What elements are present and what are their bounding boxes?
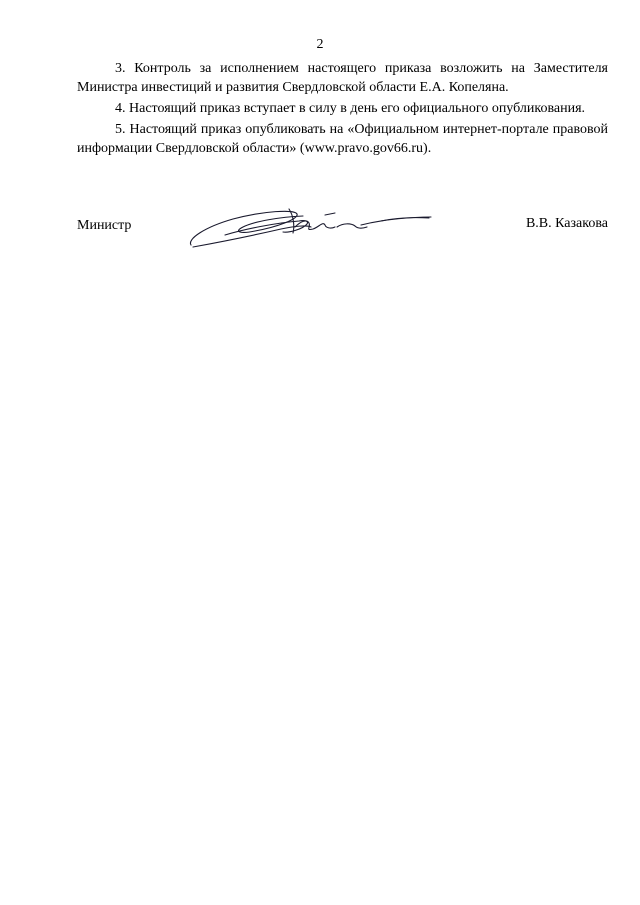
paragraph-effective-date: 4. Настоящий приказ вступает в силу в день его официального опубликования. <box>115 101 586 116</box>
page-number: 2 <box>316 37 324 52</box>
signatory-name: В.В. Казакова <box>525 216 608 231</box>
document-body <box>77 59 608 160</box>
signatory-title: Министр <box>77 218 132 233</box>
paragraph-control: 3. Контроль за исполнением настоящего приказа возложить на Заместителя Министра инвестиций и развития Свердловской области Е.А. Копеляна. <box>77 61 608 95</box>
paragraph-publication: 5. Настоящий приказ опубликовать на «Официальном интернет-портале правовой информации Свердловской области» (www.pravo.gov66.ru). <box>77 122 608 156</box>
signature-block <box>77 217 608 257</box>
handwritten-signature-icon <box>185 205 435 253</box>
